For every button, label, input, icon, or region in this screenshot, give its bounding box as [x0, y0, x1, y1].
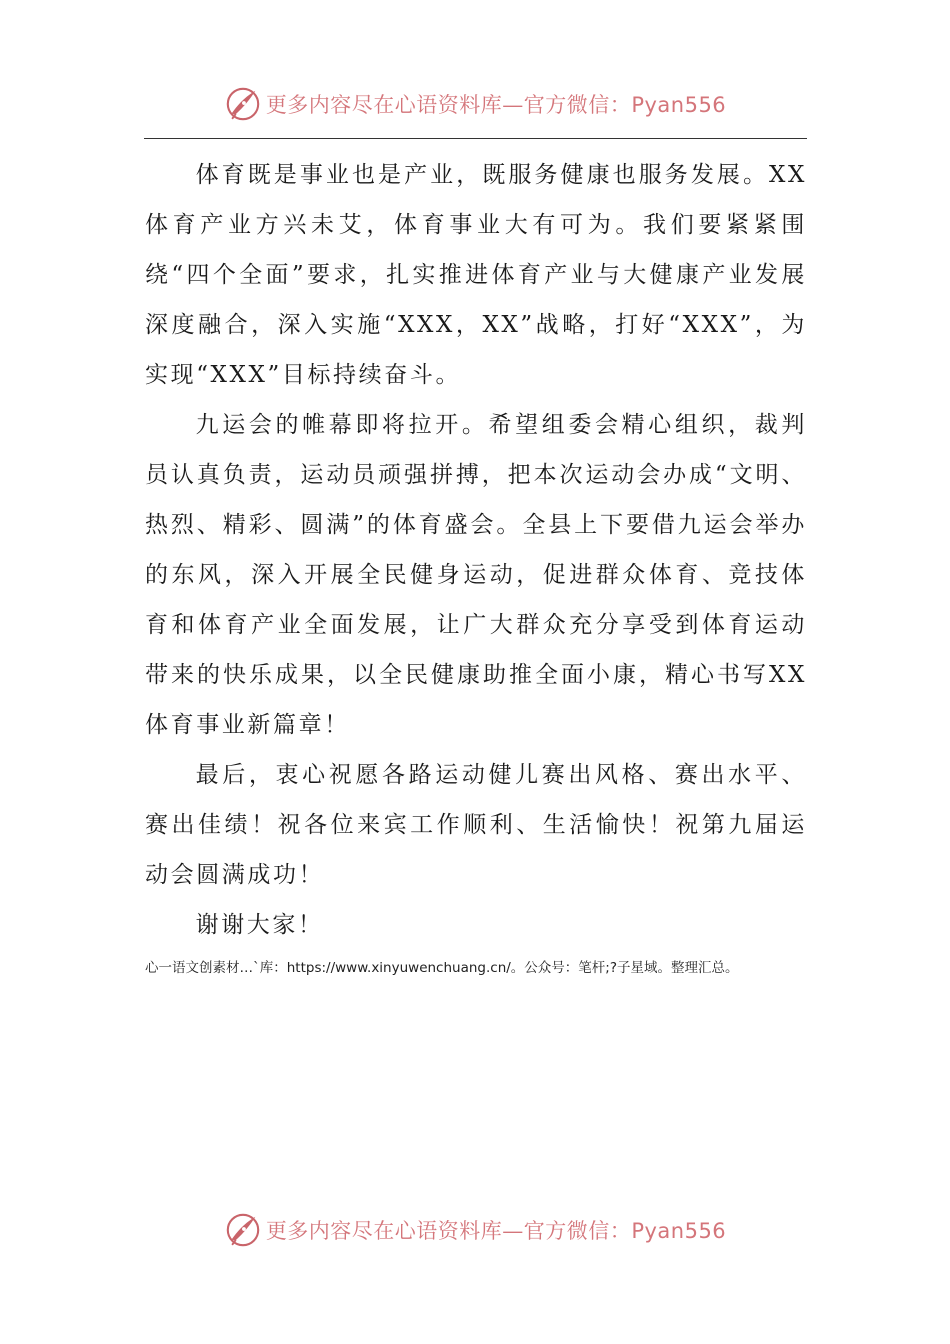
header-banner-wechat-id: Pyan556 — [631, 93, 727, 117]
body-paragraph: 九运会的帷幕即将拉开。希望组委会精心组织，裁判员认真负责，运动员顽强拼搏，把本次运动会办成“文明、热烈、精彩、圆满”的体育盛会。全县上下要借九运会举办的东风，深入开展全民健身运动，促进群众体育、竞技体育和体育产业全面发展，让广大群众充分享受到体育运动带来的快乐成果，以全民健康助推全面小康，精心书写XX体育事业新篇章！ — [145, 412, 807, 738]
header-banner-text — [266, 89, 726, 119]
header-banner — [0, 82, 950, 126]
footer-banner — [0, 1208, 950, 1252]
body-paragraph: 体育既是事业也是产业，既服务健康也服务发展。XX体育产业方兴未艾，体育事业大有可为。我们要紧紧围绕“四个全面”要求，扎实推进体育产业与大健康产业发展深度融合，深入实施“XXX，XX”战略，打好“XXX”，为实现“XXX”目标持续奋斗。 — [145, 162, 807, 388]
footer-banner-main: 更多内容尽在心语资料库—官方微信： — [265, 1219, 632, 1243]
header-banner-inner — [224, 85, 726, 123]
footer-banner-text — [266, 1215, 726, 1245]
header-divider — [144, 138, 807, 139]
closing-thanks: 谢谢大家！ — [195, 912, 324, 938]
footer-banner-wechat-id: Pyan556 — [631, 1219, 727, 1243]
header-banner-main: 更多内容尽在心语资料库—官方微信： — [265, 93, 632, 117]
source-footnote: 心一语文创素材…`库：https://www.xinyuwenchuang.cn/。公众号：笔杆;?子星域。整理汇总。 — [145, 960, 739, 976]
document-body — [145, 150, 807, 980]
pen-logo-icon — [224, 85, 262, 123]
footer-banner-inner — [224, 1211, 726, 1249]
body-paragraph: 最后，衷心祝愿各路运动健儿赛出风格、赛出水平、赛出佳绩！祝各位来宾工作顺利、生活愉快！祝第九届运动会圆满成功！ — [145, 762, 807, 888]
pen-logo-icon — [224, 1211, 262, 1249]
